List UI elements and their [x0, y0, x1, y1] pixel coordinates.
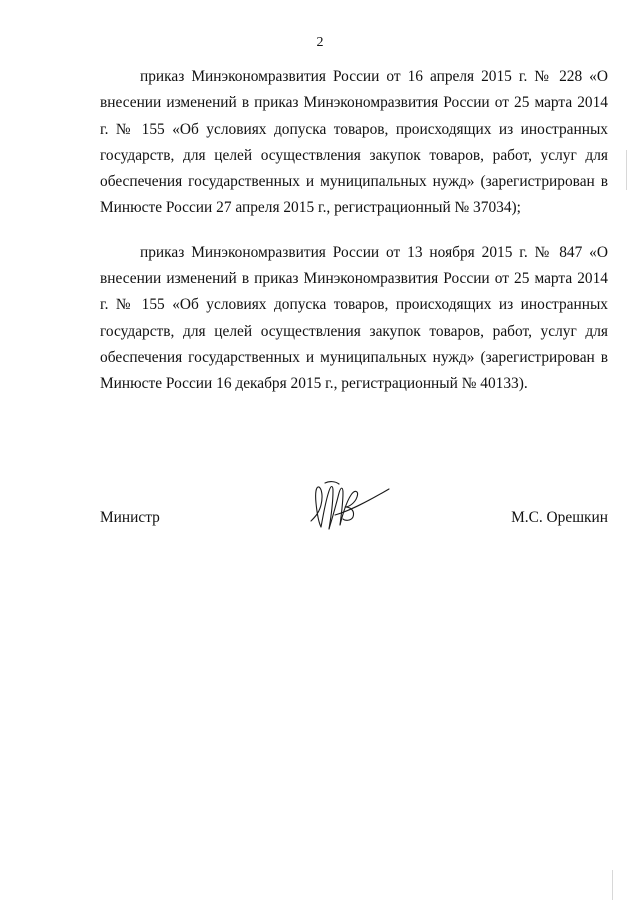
page-number: 2	[316, 35, 324, 50]
signatory-name: М.С. Орешкин	[511, 509, 608, 526]
handwritten-signature	[305, 477, 395, 537]
scan-edge-mark	[626, 150, 627, 190]
order-paragraph-1: приказ Минэкономразвития России от 16 апреля 2015 г. № 228 «О внесении изменений в приказ Минэкономразвития России от 25 марта 2014 г. № 155 «Об условиях допуска товаров, происходящих из иностранных государств, для целей осуществления закупок товаров, работ, услуг для обеспечения государственных и муниципальных нужд» (зарегистрирован в Минюсте России 27 апреля 2015 г., регистрационный № 37034);	[100, 68, 608, 217]
order-paragraph-2: приказ Минэкономразвития России от 13 ноября 2015 г. № 847 «О внесении изменений в приказ Минэкономразвития России от 25 марта 2014 г. № 155 «Об условиях допуска товаров, происходящих из иностранных государств, для целей осуществления закупок товаров, работ, услуг для обеспечения государственных и муниципальных нужд» (зарегистрирован в Минюсте России 16 декабря 2015 г., регистрационный № 40133).	[100, 243, 608, 393]
scan-edge-mark	[612, 870, 613, 900]
signatory-title: Министр	[100, 509, 160, 526]
document-body	[100, 64, 608, 398]
signature-block	[100, 477, 608, 547]
